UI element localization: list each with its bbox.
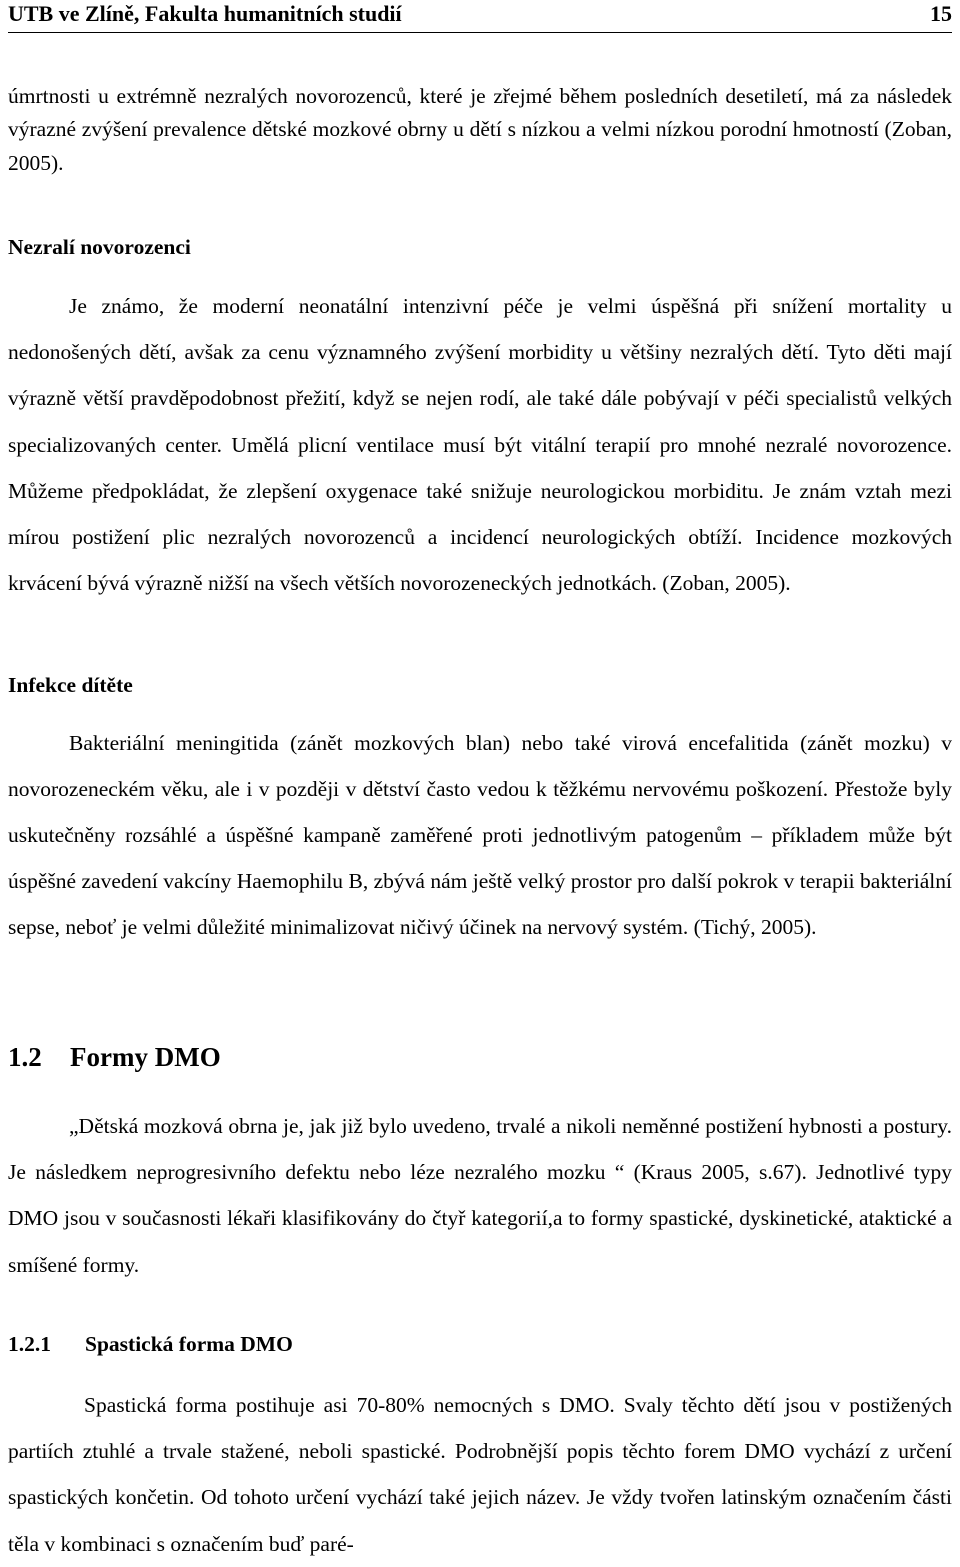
paragraph-text: „Dětská mozková obrna je, jak již bylo uvedeno, trvalé a nikoli neměnné postižení hybnosti a postury. Je následkem neprogresivního defektu nebo léze nezralého mozku “ (Kraus 2005, s.67). Jednotlivé typy DMO jsou v současnosti lékaři klasifikovány do čtyř kategorií,a to formy spastické, dyskinetické, ataktické a smíšené formy. bbox=[8, 1114, 952, 1277]
paragraph-intro bbox=[8, 80, 952, 180]
paragraph-text: úmrtnosti u extrémně nezralých novorozenců, které je zřejmé během posledních desetiletí, má za následek výrazné zvýšení prevalence dětské mozkové obrny u dětí s nízkou a velmi nízkou porodní hmotností (Zoban, 2005). bbox=[8, 84, 952, 175]
section-title: Formy DMO bbox=[70, 1042, 221, 1072]
subsection-heading-spasticka-forma bbox=[8, 1330, 293, 1358]
paragraph-text: Spastická forma postihuje asi 70-80% nemocných s DMO. Svaly těchto dětí jsou v postižených partiích ztuhlé a trvale stažené, neboli spastické. Podrobnější popis těchto forem DMO vychází z určení spastických končetin. Od tohoto určení vychází také jejich název. Je vždy tvořen latinským označením části těla v kombinaci s označením buď paré- bbox=[8, 1393, 952, 1556]
header-title: UTB ve Zlíně, Fakulta humanitních studií bbox=[8, 1, 402, 26]
subheading-infekce-ditete: Infekce dítěte bbox=[8, 673, 133, 697]
running-header bbox=[8, 0, 952, 33]
paragraph-text: Bakteriální meningitida (zánět mozkových blan) nebo také virová encefalitida (zánět mozku) v novorozeneckém věku, ale i v později v dětství často vedou k těžkému nervovému poškození. Přestože byly uskutečněny rozsáhlé a úspěšné kampaně zaměřené proti jednotlivým patogenům – příkladem může být úspěšné zavedení vakcíny Haemophilu B, zbývá nám ještě velký prostor pro další pokrok v terapii bakteriální sepse, neboť je velmi důležité minimalizovat ničivý účinek na nervový systém. (Tichý, 2005). bbox=[8, 731, 952, 939]
paragraph-formy-dmo bbox=[8, 1103, 952, 1288]
section-heading-formy-dmo bbox=[8, 1040, 221, 1074]
paragraph-infekce bbox=[8, 720, 952, 950]
paragraph-nezrali bbox=[8, 283, 952, 606]
paragraph-text: Je známo, že moderní neonatální intenzivní péče je velmi úspěšná při snížení mortality u nedonošených dětí, avšak za cenu významného zvýšení morbidity u většiny nezralých dětí. Tyto děti mají výrazně větší pravděpodobnost přežití, když se nejen rodí, ale také dále pobývají v péči specialistů velkých specializovaných center. Umělá plicní ventilace musí být vitální terapií pro mnohé nezralé novorozence. Můžeme předpokládat, že zlepšení oxygenace také snižuje neurologickou morbiditu. Je znám vztah mezi mírou postižení plic nezralých novorozenců a incidencí neurologických obtíží. Incidence mozkových krvácení bývá výrazně nižší na všech větších novorozeneckých jednotkách. (Zoban, 2005). bbox=[8, 294, 952, 596]
paragraph-spasticka-forma bbox=[8, 1382, 952, 1567]
page-number: 15 bbox=[930, 1, 952, 26]
subheading-nezrali-novorozenci: Nezralí novorozenci bbox=[8, 235, 191, 259]
section-number: 1.2 bbox=[8, 1042, 42, 1072]
subsection-title: Spastická forma DMO bbox=[85, 1332, 293, 1356]
subsection-number: 1.2.1 bbox=[8, 1332, 51, 1356]
